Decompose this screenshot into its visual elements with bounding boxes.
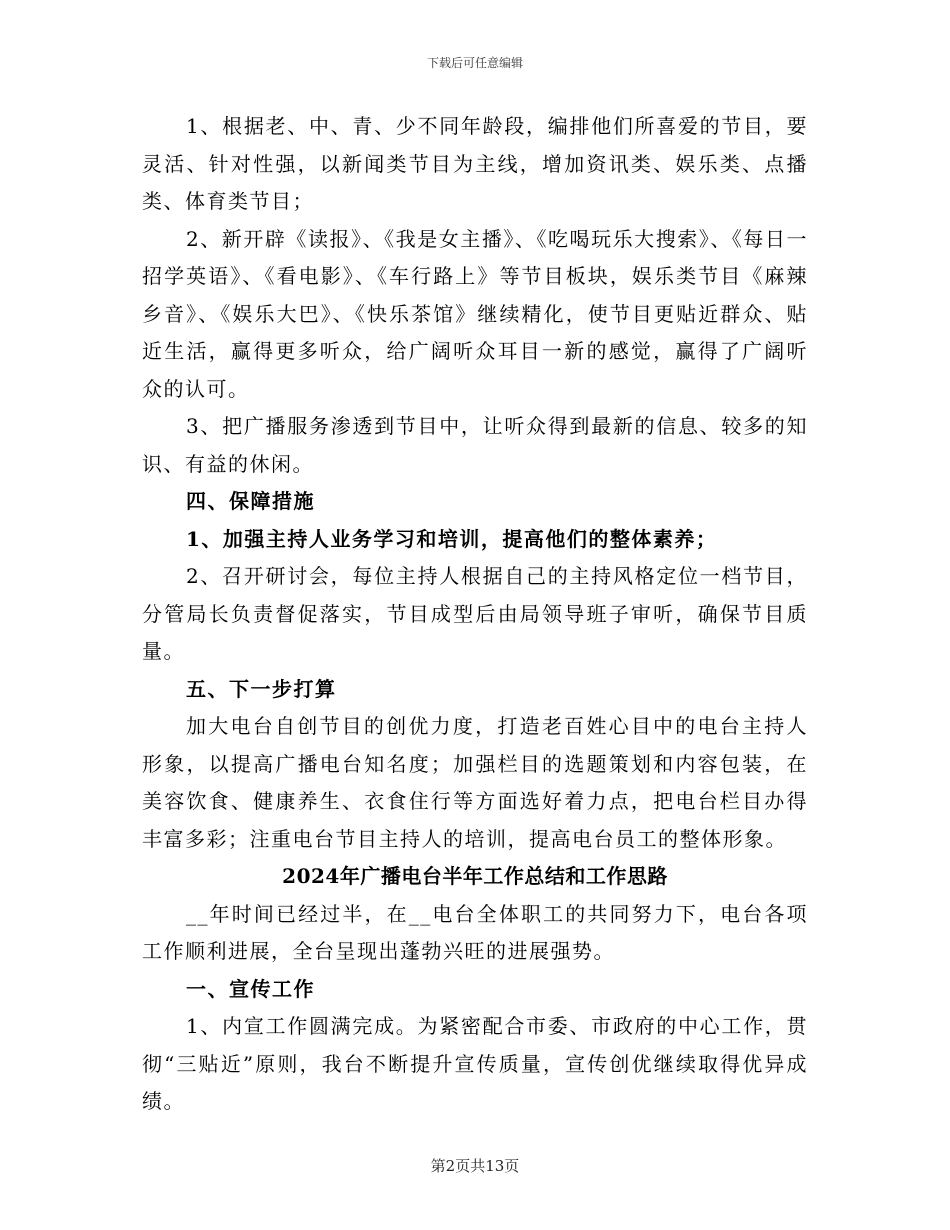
paragraph: 2、召开研讨会，每位主持人根据自己的主持风格定位一档节目，分管局长负责督促落实，节目成型后由局领导班子审听，确保节目质量。 [142, 564, 808, 663]
paragraph: 2、新开辟《读报》、《我是女主播》、《吃喝玩乐大搜索》、《每日一招学英语》、《看电影》、《车行路上》等节目板块，娱乐类节目《麻辣乡音》、《娱乐大巴》、《快乐茶馆》继续精化，使节目更贴近群众、贴近生活，赢得更多听众，给广阔听众耳目一新的感觉，赢得了广阔听众的认可。 [142, 226, 808, 401]
section-heading: 五、下一步打算 [186, 676, 337, 701]
page-header: 下载后可任意编辑 [426, 56, 523, 70]
paragraph: 1、内宣工作圆满完成。为紧密配合市委、市政府的中心工作，贯彻“三贴近”原则，我台不断提升宣传质量，宣传创优继续取得优异成绩。 [142, 1014, 808, 1113]
section-heading: 一、宣传工作 [186, 976, 315, 1001]
paragraph: 加大电台自创节目的创优力度，打造老百姓心目中的电台主持人形象，以提高广播电台知名度；加强栏目的选题策划和内容包装，在美容饮食、健康养生、衣食住行等方面选好着力点，把电台栏目办得丰富多彩；注重电台节目主持人的培训，提高电台员工的整体形象。 [142, 714, 808, 851]
subheading: 1、加强主持人业务学习和培训，提高他们的整体素养； [186, 526, 718, 551]
paragraph: __年时间已经过半，在__电台全体职工的共同努力下，电台各项工作顺利进展，全台呈现出蓬勃兴旺的进展强势。 [142, 901, 808, 963]
section-heading: 四、保障措施 [186, 489, 315, 513]
page-footer: 第2页共13页 [430, 1157, 520, 1175]
document-title: 2024年广播电台半年工作总结和工作思路 [282, 864, 668, 888]
paragraph: 3、把广播服务渗透到节目中，让听众得到最新的信息、较多的知识、有益的休闲。 [142, 414, 808, 476]
document-body [142, 108, 808, 1121]
paragraph: 1、根据老、中、青、少不同年龄段，编排他们所喜爱的节目，要灵活、针对性强，以新闻类节目为主线，增加资讯类、娱乐类、点播类、体育类节目； [142, 114, 808, 213]
